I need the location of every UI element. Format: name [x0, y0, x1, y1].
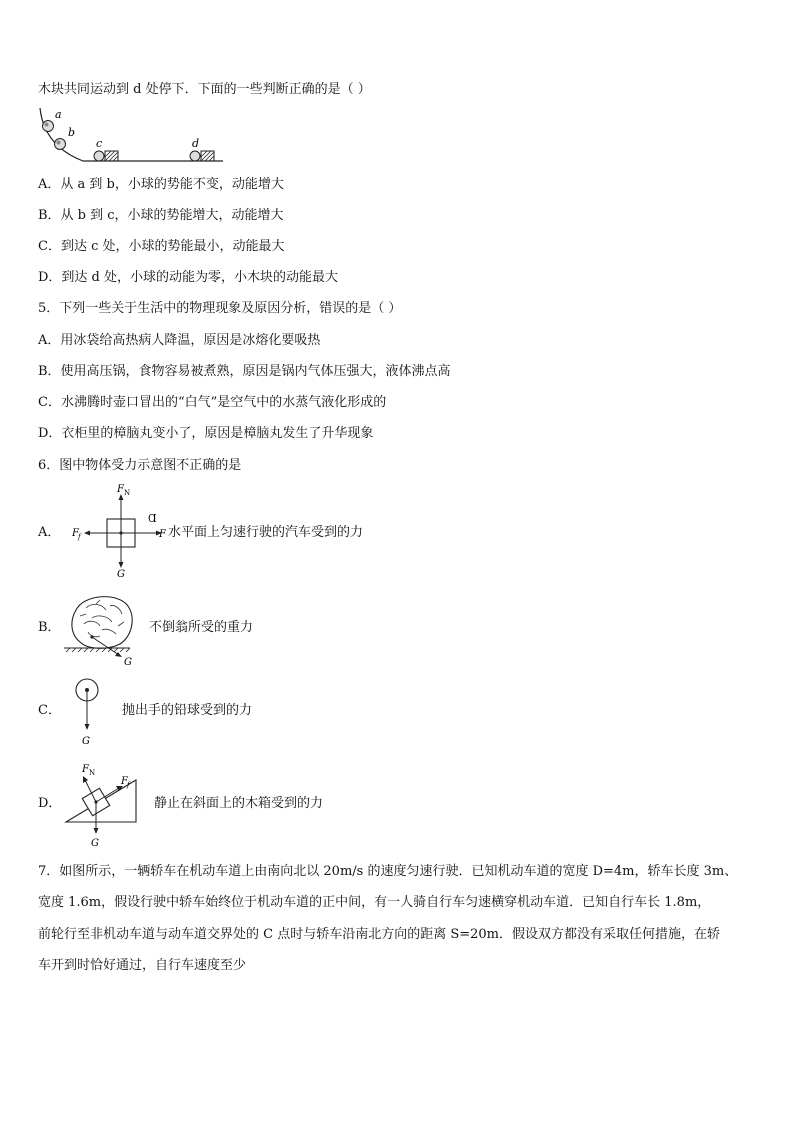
q7-line-2: 宽度 1.6m，假设行驶中轿车始终位于机动车道的正中间，有一人骑自行车匀速横穿机动车道．已知自行车长 1.8m， — [38, 895, 711, 910]
label-g: G — [117, 569, 125, 580]
label-d: d — [192, 137, 200, 150]
block-c — [105, 151, 118, 161]
q6-stem: 6．图中物体受力示意图不正确的是 — [38, 458, 242, 473]
label-f: F — [159, 529, 166, 540]
label-ff: F — [121, 776, 128, 787]
q4-option-a: A．从 a 到 b，小球的势能不变，动能增大 — [38, 177, 284, 192]
q6-shotput-diagram — [70, 676, 110, 746]
label-c: c — [96, 137, 103, 150]
q4-option-c: C．到达 c 处，小球的势能最小，动能最大 — [38, 239, 285, 254]
label-ff-sub: f — [78, 533, 81, 541]
q5-option-a: A．用冰袋给高热病人降温，原因是冰熔化要吸热 — [38, 333, 321, 348]
q4-track-figure — [38, 106, 233, 168]
label-g: G — [91, 838, 99, 849]
label-fn-sub: N — [89, 769, 96, 777]
q6-option-d-text: 静止在斜面上的木箱受到的力 — [154, 796, 324, 811]
q4-option-d: D．到达 d 处，小球的动能为零，小木块的动能最大 — [38, 270, 339, 285]
q6-incline-box-diagram — [64, 758, 144, 850]
ball-d — [190, 151, 200, 161]
block-d — [201, 151, 214, 161]
q6-tumbler-diagram — [62, 592, 154, 670]
q6-car-force-diagram — [70, 484, 170, 580]
ball-b — [55, 139, 66, 150]
q5-option-c: C．水沸腾时壶口冒出的“白气”是空气中的水蒸气液化形成的 — [38, 395, 387, 410]
q6-option-d-letter: D． — [38, 796, 62, 811]
ball-c — [94, 151, 104, 161]
q7-line-1: 7．如图所示，一辆轿车在机动车道上由南向北以 20m/s 的速度匀速行驶．已知机动车道的宽度 D=4m，轿车长度 3m、 — [38, 864, 738, 879]
label-a: a — [55, 108, 62, 121]
q6-option-a-letter: A． — [38, 525, 61, 540]
q7-line-3: 前轮行至非机动车道与动车道交界处的 C 点时与轿车沿南北方向的距离 S=20m．假设双方都没有采取任何措施，在轿 — [38, 927, 721, 942]
q6-option-a-text: 水平面上匀速行驶的汽车受到的力 — [168, 525, 364, 540]
q5-stem: 5．下列一些关于生活中的物理现象及原因分析，错误的是（ ） — [38, 301, 402, 316]
q6-option-b-letter: B． — [38, 620, 61, 635]
q5-option-b: B．使用高压锅，食物容易被煮熟，原因是锅内气体压强大，液体沸点高 — [38, 364, 451, 379]
label-fn-sub: N — [124, 489, 131, 497]
label-g: G — [82, 736, 90, 747]
q6-option-c-letter: C． — [38, 703, 61, 718]
label-ff-sub: f — [127, 781, 130, 789]
q6-option-b-text: 不倒翁所受的重力 — [149, 620, 254, 635]
q4-stem-tail: 木块共同运动到 d 处停下．下面的一些判断正确的是（ ） — [38, 82, 371, 97]
label-g: G — [124, 657, 132, 668]
direction-symbol: Ɑ — [148, 512, 157, 525]
ball-a — [43, 121, 54, 132]
q5-option-d: D．衣柜里的樟脑丸变小了，原因是樟脑丸发生了升华现象 — [38, 426, 374, 441]
label-fn: F — [117, 484, 124, 495]
q4-option-b: B．从 b 到 c，小球的势能增大，动能增大 — [38, 208, 284, 223]
label-fn: F — [82, 764, 89, 775]
label-ff: F — [72, 528, 79, 539]
q6-option-c-text: 抛出手的铅球受到的力 — [122, 703, 253, 718]
q7-line-4: 车开到时恰好通过，自行车速度至少 — [38, 958, 247, 973]
label-b: b — [68, 126, 76, 139]
